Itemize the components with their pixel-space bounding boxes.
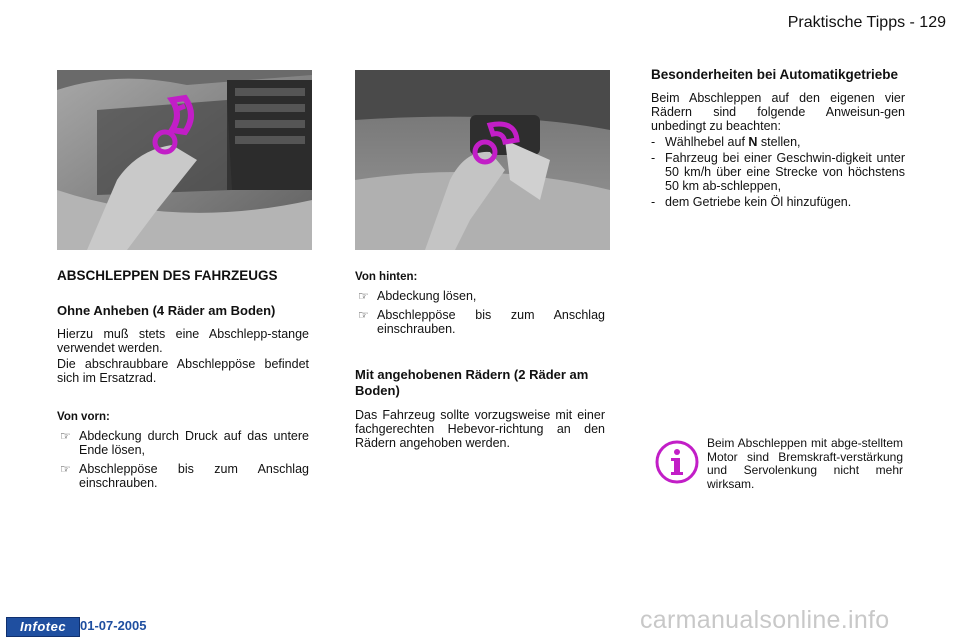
infotec-logo-text: Infotec (19, 619, 67, 634)
pointing-hand-icon: ☞ (60, 429, 71, 443)
pointing-hand-icon: ☞ (358, 308, 369, 322)
dash-marker: - (651, 195, 656, 209)
gear-position-n: N (748, 135, 758, 149)
paragraph-tow-eye-location: Die abschraubbare Abschleppöse befindet sich im Ersatzrad. (57, 357, 309, 385)
list-item-text: Fahrzeug bei einer Geschwin-digkeit unter 50 km/h über eine Strecke von höchstens 50 km ab-schleppen, (665, 151, 905, 193)
list-item (355, 289, 605, 303)
list-item-text: Abschleppöse bis zum Anschlag einschrauben. (79, 462, 309, 490)
paragraph-lifting-device: Das Fahrzeug sollte vorzugsweise mit einer fachgerechten Hebevor-richtung an den Rädern angehoben werden. (355, 408, 605, 450)
subsection-title-lifted-wheels: Mit angehobenen Rädern (2 Räder am Boden) (355, 367, 589, 398)
dash-marker: - (651, 135, 656, 149)
paragraph-automatic-instructions: Beim Abschleppen auf den eigenen vier Rädern sind folgende Anweisun-gen unbedingt zu beachten: (651, 91, 905, 133)
column-3 (651, 67, 905, 209)
list-item-text: dem Getriebe kein Öl hinzufügen. (665, 195, 852, 209)
front-label: Von vorn: (57, 411, 110, 423)
column-2 (355, 271, 605, 450)
paragraph-tow-bar: Hierzu muß stets eine Abschlepp-stange verwendet werden. (57, 327, 309, 355)
dash-marker: - (651, 151, 656, 165)
rear-label: Von hinten: (355, 271, 418, 283)
item-suffix: stellen, (757, 135, 801, 149)
list-item (651, 195, 905, 209)
item-prefix: Wählhebel auf (665, 135, 749, 149)
section-title-automatic: Besonderheiten bei Automatikgetriebe (651, 67, 899, 82)
list-item-text: Abdeckung durch Druck auf das untere Ende lösen, (79, 429, 309, 457)
footer-date: 01-07-2005 (80, 618, 147, 633)
pointing-hand-icon: ☞ (358, 289, 369, 303)
list-item (651, 135, 905, 149)
page-header-title: Praktische Tipps - 129 (787, 14, 946, 31)
subsection-title-without-lifting: Ohne Anheben (4 Räder am Boden) (57, 303, 276, 318)
front-tow-eye-photo (57, 70, 312, 250)
info-icon (653, 438, 701, 486)
list-item-text: Abschleppöse bis zum Anschlag einschrauben. (377, 308, 605, 336)
list-item (57, 462, 309, 490)
list-item (355, 308, 605, 336)
watermark: carmanualsonline.info (640, 606, 890, 634)
list-item-text: Abdeckung lösen, (377, 289, 477, 303)
rear-tow-eye-photo (355, 70, 610, 250)
list-item (57, 429, 309, 457)
column-1 (57, 268, 309, 490)
list-item (651, 151, 905, 193)
info-note-text: Beim Abschleppen mit abge-stelltem Motor sind Bremskraft-verstärkung und Servolenkung nicht mehr wirksam. (707, 436, 903, 491)
infotec-logo (6, 617, 80, 637)
pointing-hand-icon: ☞ (60, 462, 71, 476)
section-title-towing: ABSCHLEPPEN DES FAHRZEUGS (57, 268, 278, 283)
